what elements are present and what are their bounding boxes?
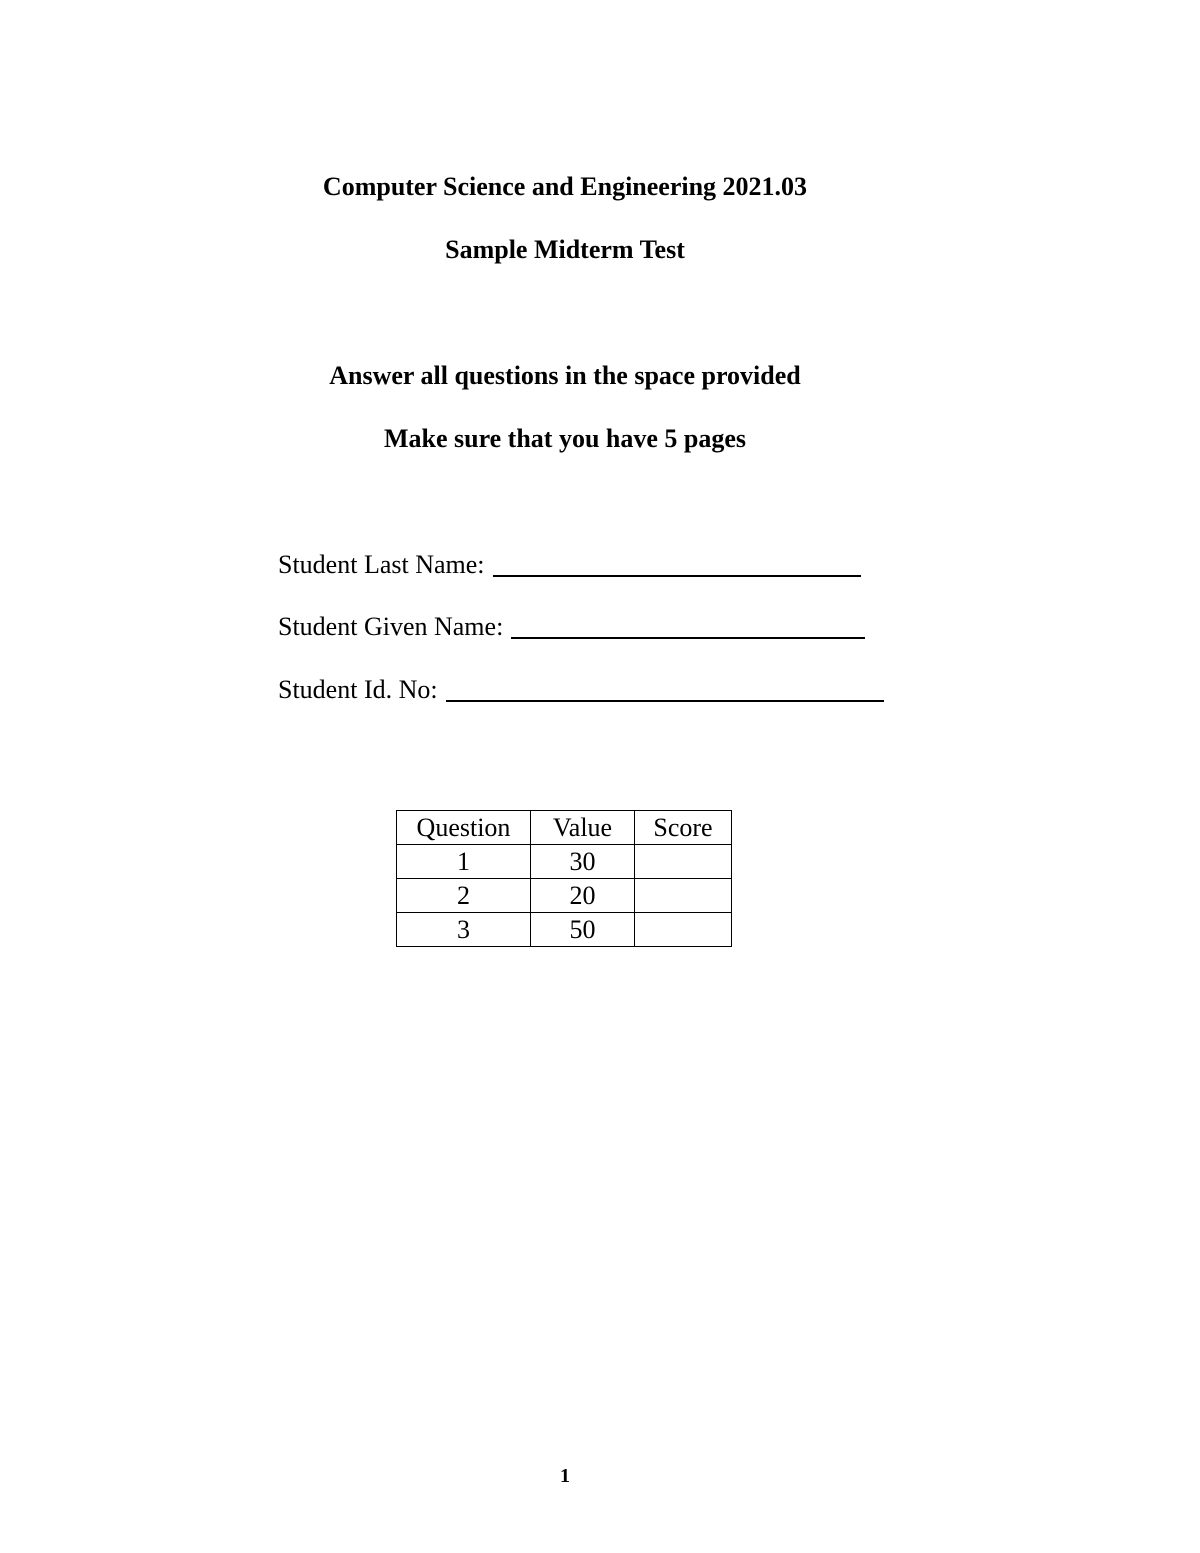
question-cell: 3 — [397, 913, 531, 947]
score-cell — [635, 913, 732, 947]
table-row — [397, 879, 732, 913]
given-name-field — [278, 612, 865, 642]
document-subtitle: Sample Midterm Test — [445, 235, 685, 264]
value-cell: 50 — [531, 913, 635, 947]
table-row — [397, 913, 732, 947]
given-name-label: Student Given Name: — [278, 612, 504, 641]
student-id-blank — [446, 676, 884, 702]
page-number: 1 — [560, 1465, 570, 1487]
last-name-label: Student Last Name: — [278, 550, 485, 579]
question-cell: 2 — [397, 879, 531, 913]
score-cell — [635, 879, 732, 913]
given-name-blank — [511, 613, 865, 639]
document-title: Computer Science and Engineering 2021.03 — [322, 172, 808, 201]
student-id-label: Student Id. No: — [278, 675, 438, 704]
instruction-line-2: Make sure that you have 5 pages — [383, 424, 747, 453]
question-cell: 1 — [397, 845, 531, 879]
table-row — [397, 845, 732, 879]
table-header-row — [397, 811, 732, 845]
value-cell: 30 — [531, 845, 635, 879]
score-cell — [635, 845, 732, 879]
last-name-field — [278, 550, 861, 580]
header-question: Question — [397, 811, 531, 845]
header-score: Score — [635, 811, 732, 845]
header-value: Value — [531, 811, 635, 845]
value-cell: 20 — [531, 879, 635, 913]
last-name-blank — [493, 551, 861, 577]
student-id-field — [278, 675, 884, 705]
score-table — [396, 810, 732, 947]
instruction-line-1: Answer all questions in the space provided — [329, 361, 801, 390]
